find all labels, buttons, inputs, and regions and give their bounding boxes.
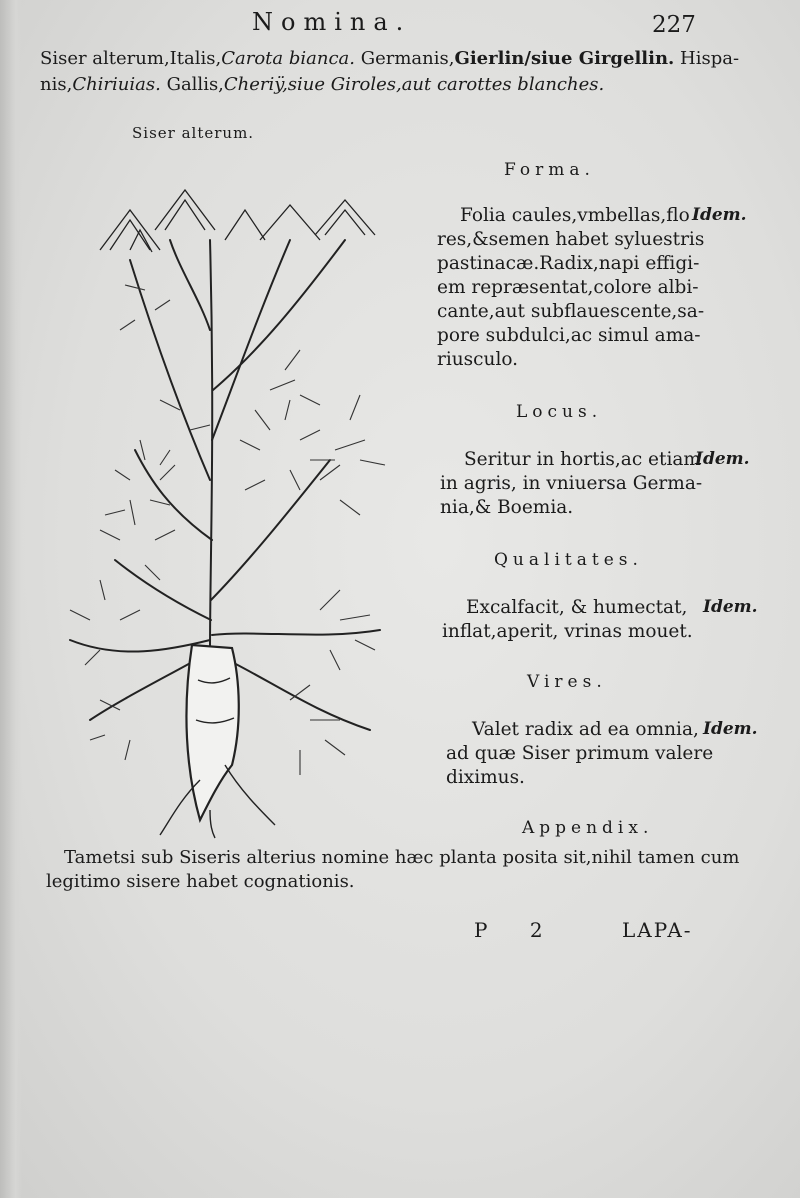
vires-line-2: ad quæ Siser primum valere	[446, 743, 714, 764]
names-line-2	[40, 74, 604, 95]
appendix-line-2: legitimo sisere habet cognationis.	[46, 871, 355, 892]
forma-line-7: riusculo.	[437, 349, 519, 370]
qualitates-line-2: inflat,aperit, vrinas mouet.	[442, 621, 693, 642]
margin-note-vires: Idem.	[703, 719, 758, 739]
names-text: Germanis,	[355, 48, 455, 69]
italian-name: Carota bianca.	[221, 48, 355, 69]
section-heading-qualitates: Qualitates.	[494, 550, 643, 570]
french-name: Cheriÿ,siue Giroles,aut carottes blanches.	[223, 74, 605, 95]
signature-mark: P 2	[474, 918, 561, 942]
forma-line-5: cante,aut subflauescente,sa-	[437, 301, 705, 322]
plant-woodcut-illustration	[60, 180, 420, 840]
forma-line-6: pore subdulci,ac simul ama-	[437, 325, 701, 346]
locus-line-3: nia,& Boemia.	[440, 497, 574, 518]
names-text: Hispa-	[674, 48, 740, 69]
section-heading-forma: Forma.	[504, 160, 595, 180]
section-heading-vires: Vires.	[527, 672, 607, 692]
locus-line-2: in agris, in vniuersa Germa-	[440, 473, 703, 494]
page-gutter-shadow	[0, 0, 22, 1198]
names-text: Gallis,	[160, 74, 224, 95]
running-head: Nomina.	[252, 8, 412, 36]
section-heading-appendix: Appendix.	[522, 818, 654, 838]
appendix-line-1: Tametsi sub Siseris alterius nomine hæc planta posita sit,nihil tamen cum	[64, 847, 740, 868]
forma-line-2: res,&semen habet syluestris	[437, 229, 705, 250]
spanish-name: Chiriuias.	[72, 74, 161, 95]
names-line-1	[40, 48, 739, 69]
margin-note-locus: Idem.	[695, 449, 750, 469]
forma-line-4: em repræsentat,colore albi-	[437, 277, 699, 298]
catchword: LAPA-	[622, 918, 693, 942]
names-text: nis,	[40, 74, 73, 95]
vires-line-1: Valet radix ad ea omnia,	[472, 719, 699, 740]
locus-line-1: Seritur in hortis,ac etiam	[464, 449, 701, 470]
names-text: Siser alterum,Italis,	[40, 48, 222, 69]
qualitates-line-1: Excalfacit, & humectat,	[466, 597, 688, 618]
section-heading-locus: Locus.	[516, 402, 603, 422]
margin-note-qualitates: Idem.	[703, 597, 758, 617]
forma-line-3: pastinacæ.Radix,napi effigi-	[437, 253, 700, 274]
page-number: 227	[652, 12, 696, 38]
forma-line-1: Folia caules,vmbellas,flo	[460, 205, 690, 226]
vires-line-3: diximus.	[446, 767, 525, 788]
margin-note-forma: Idem.	[692, 205, 747, 225]
german-name: Gierlin/siue Girgellin.	[454, 48, 675, 69]
illustration-caption: Siser alterum.	[132, 124, 255, 142]
